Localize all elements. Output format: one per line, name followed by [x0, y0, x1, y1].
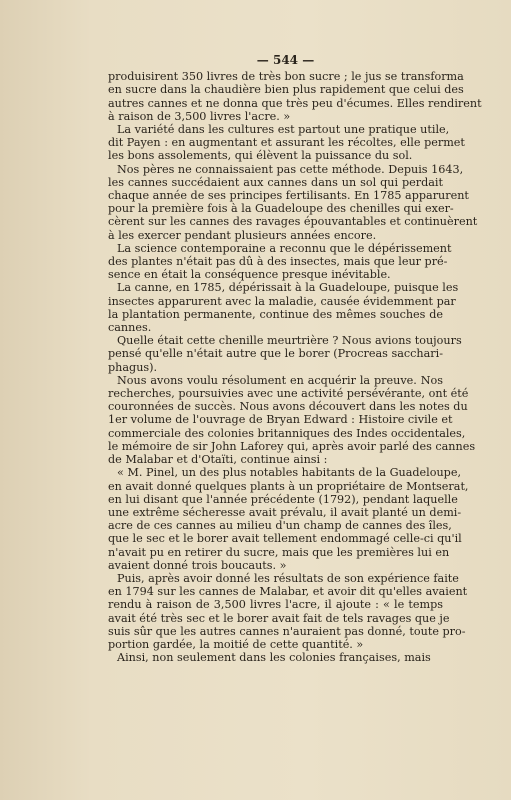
- text-line: des plantes n'était pas dû à des insectes, mais que leur pré-: [108, 255, 448, 269]
- text-line: suis sûr que les autres cannes n'auraient pas donné, toute pro-: [108, 624, 466, 638]
- text-line: La variété dans les cultures est partout une pratique utile,: [117, 123, 450, 137]
- text-line: avait été très sec et le borer avait fait de tels ravages que je: [108, 611, 450, 625]
- text-line: Nous avons voulu résolument en acquérir la preuve. Nos: [117, 373, 443, 387]
- text-line: en sucre dans la chaudière bien plus rapidement que celui des: [108, 83, 464, 97]
- text-line: n'avait pu en retirer du sucre, mais que les premières lui en: [108, 545, 450, 559]
- text-line: 1er volume de l'ouvrage de Bryan Edward : Histoire civile et: [108, 413, 453, 427]
- text-line: commerciale des colonies britanniques des Indes occidentales,: [108, 426, 466, 440]
- text-line: que le sec et le borer avait tellement endommagé celle-ci qu'il: [108, 532, 462, 546]
- paragraph: [108, 373, 476, 467]
- text-line: recherches, poursuivies avec une activité persévérante, ont été: [108, 387, 469, 401]
- text-line: les cannes succédaient aux cannes dans un sol qui perdait: [108, 175, 443, 189]
- text-line: une extrême sécheresse avait prévalu, il avait planté un demi-: [108, 505, 462, 519]
- paragraph: [108, 281, 459, 335]
- paragraph: [108, 466, 469, 572]
- paragraph: [108, 70, 482, 123]
- text-line: les bons assolements, qui élèvent la puissance du sol.: [108, 149, 413, 163]
- text-line: en avait donné quelques plants à un propriétaire de Montserat,: [108, 479, 469, 493]
- text-line: en 1794 sur les cannes de Malabar, et avoir dit qu'elles avaient: [108, 585, 468, 599]
- text-line: cèrent sur les cannes des ravages épouvantables et continuèrent: [108, 215, 478, 229]
- text-line: Quelle était cette chenille meurtrière ? Nous avions toujours: [117, 334, 462, 348]
- paragraph: [108, 162, 478, 242]
- text-line: Ainsi, non seulement dans les colonies françaises, mais: [117, 651, 431, 665]
- text-line: sence en était la conséquence presque inévitable.: [108, 268, 391, 282]
- text-line: portion gardée, la moitié de cette quantité. »: [108, 637, 364, 651]
- text-line: La science contemporaine a reconnu que le dépérissement: [117, 241, 452, 255]
- page-number: — 544 —: [256, 53, 315, 67]
- text-line: le mémoire de sir John Laforey qui, après avoir parlé des cannes: [108, 439, 476, 453]
- text-line: Nos pères ne connaissaient pas cette méthode. Depuis 1643,: [117, 162, 464, 176]
- text-line: couronnées de succès. Nous avons découvert dans les notes du: [108, 400, 468, 414]
- paragraph: [108, 123, 465, 163]
- text-line: à les exercer pendant plusieurs années encore.: [108, 228, 377, 242]
- body-text: [108, 70, 482, 665]
- paragraph: [108, 651, 443, 664]
- paragraph: [108, 334, 462, 374]
- text-line: cannes.: [108, 321, 152, 335]
- text-line: « M. Pinel, un des plus notables habitants de la Guadeloupe,: [117, 466, 462, 480]
- paragraph: [108, 571, 468, 651]
- text-line: insectes apparurent avec la maladie, causée évidemment par: [108, 294, 456, 308]
- text-line: acre de ces cannes au milieu d'un champ de cannes des îles,: [108, 519, 452, 533]
- text-line: pensé qu'elle n'était autre que le borer (Procreas sacchari-: [108, 347, 443, 361]
- text-line: produisirent 350 livres de très bon sucre ; le jus se transforma: [108, 70, 464, 84]
- page-text: [108, 53, 482, 665]
- text-line: dit Payen : en augmentant et assurant les récoltes, elle permet: [108, 136, 465, 150]
- text-line: en lui disant que l'année précédente (1792), pendant laquelle: [108, 492, 458, 506]
- text-line: pour la première fois à la Guadeloupe des chenilles qui exer-: [108, 202, 454, 216]
- text-line: Puis, après avoir donné les résultats de son expérience faite: [117, 571, 459, 585]
- text-line: avaient donné trois boucauts. »: [108, 558, 287, 572]
- text-line: autres cannes et ne donna que très peu d'écumes. Elles rendirent: [108, 96, 482, 110]
- text-line: rendu à raison de 3,500 livres l'acre, il ajoute : « le temps: [108, 598, 443, 612]
- text-line: chaque année de ses principes fertilisants. En 1785 apparurent: [108, 189, 469, 203]
- text-line: La canne, en 1785, dépérissait à la Guadeloupe, puisque les: [117, 281, 459, 295]
- text-line: de Malabar et d'Otaïti, continue ainsi :: [108, 453, 328, 467]
- paragraph: [108, 241, 452, 282]
- text-line: à raison de 3,500 livres l'acre. »: [108, 109, 291, 123]
- text-line: phagus).: [108, 360, 158, 374]
- text-line: la plantation permanente, continue des mêmes souches de: [108, 307, 443, 321]
